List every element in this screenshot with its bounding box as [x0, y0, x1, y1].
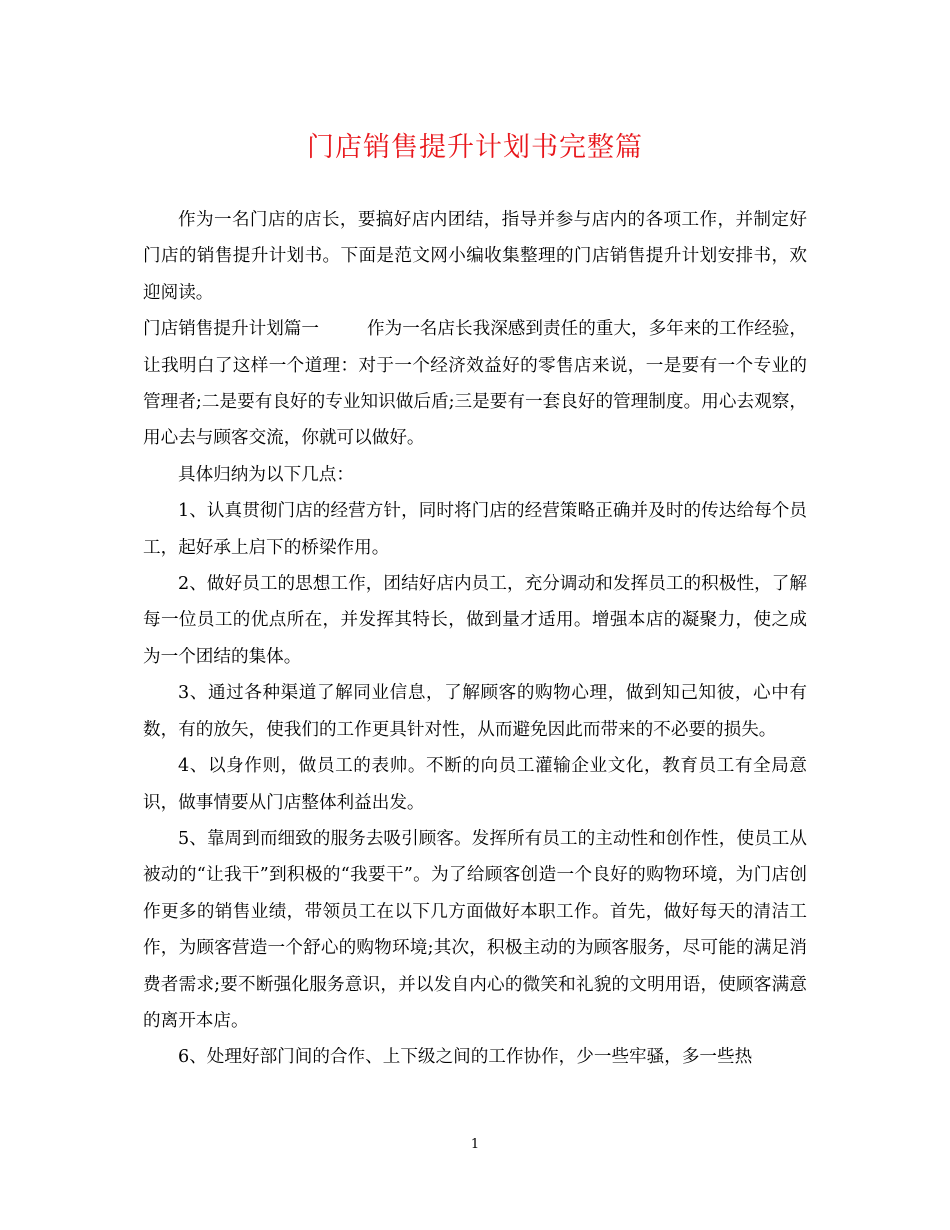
- point-4-paragraph: 4、以身作则，做员工的表帅。不断的向员工灌输企业文化，教育员工有全局意识，做事情要从门店整体利益出发。: [143, 756, 807, 813]
- intro-paragraph: 作为一名门店的店长，要搞好店内团结，指导并参与店内的各项工作，并制定好门店的销售提升计划书。下面是范文网小编收集整理的门店销售提升计划安排书，欢迎阅读。: [143, 210, 807, 303]
- point-2-paragraph: 2、做好员工的思想工作，团结好店内员工，充分调动和发挥员工的积极性，了解每一位员工的优点所在，并发挥其特长，做到量才适用。增强本店的凝聚力，使之成为一个团结的集体。: [143, 574, 807, 667]
- summary-paragraph: 具体归纳为以下几点：: [178, 464, 354, 485]
- point-5-paragraph: 5、靠周到而细致的服务去吸引顾客。发挥所有员工的主动性和创作性，使员工从被动的“让我干”到积极的“我要干”。为了给顾客创造一个良好的购物环境，为门店创作更多的销售业绩，带领员工在以下几方面做好本职工作。首先，做好每天的清洁工作，为顾客营造一个舒心的购物环境;其次，积极主动的为顾客服务，尽可能的满足消费者需求;要不断强化服务意识，并以发自内心的微笑和礼貌的文明用语，使顾客满意的离开本店。: [143, 828, 807, 1031]
- point-1-paragraph: 1、认真贯彻门店的经营方针，同时将门店的经营策略正确并及时的传达给每个员工，起好承上启下的桥梁作用。: [143, 501, 807, 558]
- document-body: [143, 202, 807, 1076]
- page-number: 1: [470, 1137, 480, 1152]
- document-title: 门店销售提升计划书完整篇: [307, 132, 643, 163]
- section1-text: 作为一名店长我深感到责任的重大，多年来的工作经验，让我明白了这样一个道理：对于一个经济效益好的零售店来说，一是要有一个专业的管理者;二是要有良好的专业知识做后盾;三是要有一套良好的管理制度。用心去观察，用心去与顾客交流，你就可以做好。: [143, 319, 807, 449]
- section1-heading: 门店销售提升计划篇一: [143, 319, 319, 340]
- section1-paragraph: [143, 311, 807, 457]
- point-6-paragraph: 6、处理好部门间的合作、上下级之间的工作协作，少一些牢骚，多一些热: [178, 1047, 753, 1068]
- point-3-paragraph: 3、通过各种渠道了解同业信息，了解顾客的购物心理，做到知己知彼，心中有数，有的放矢，使我们的工作更具针对性，从而避免因此而带来的不必要的损失。: [143, 683, 807, 740]
